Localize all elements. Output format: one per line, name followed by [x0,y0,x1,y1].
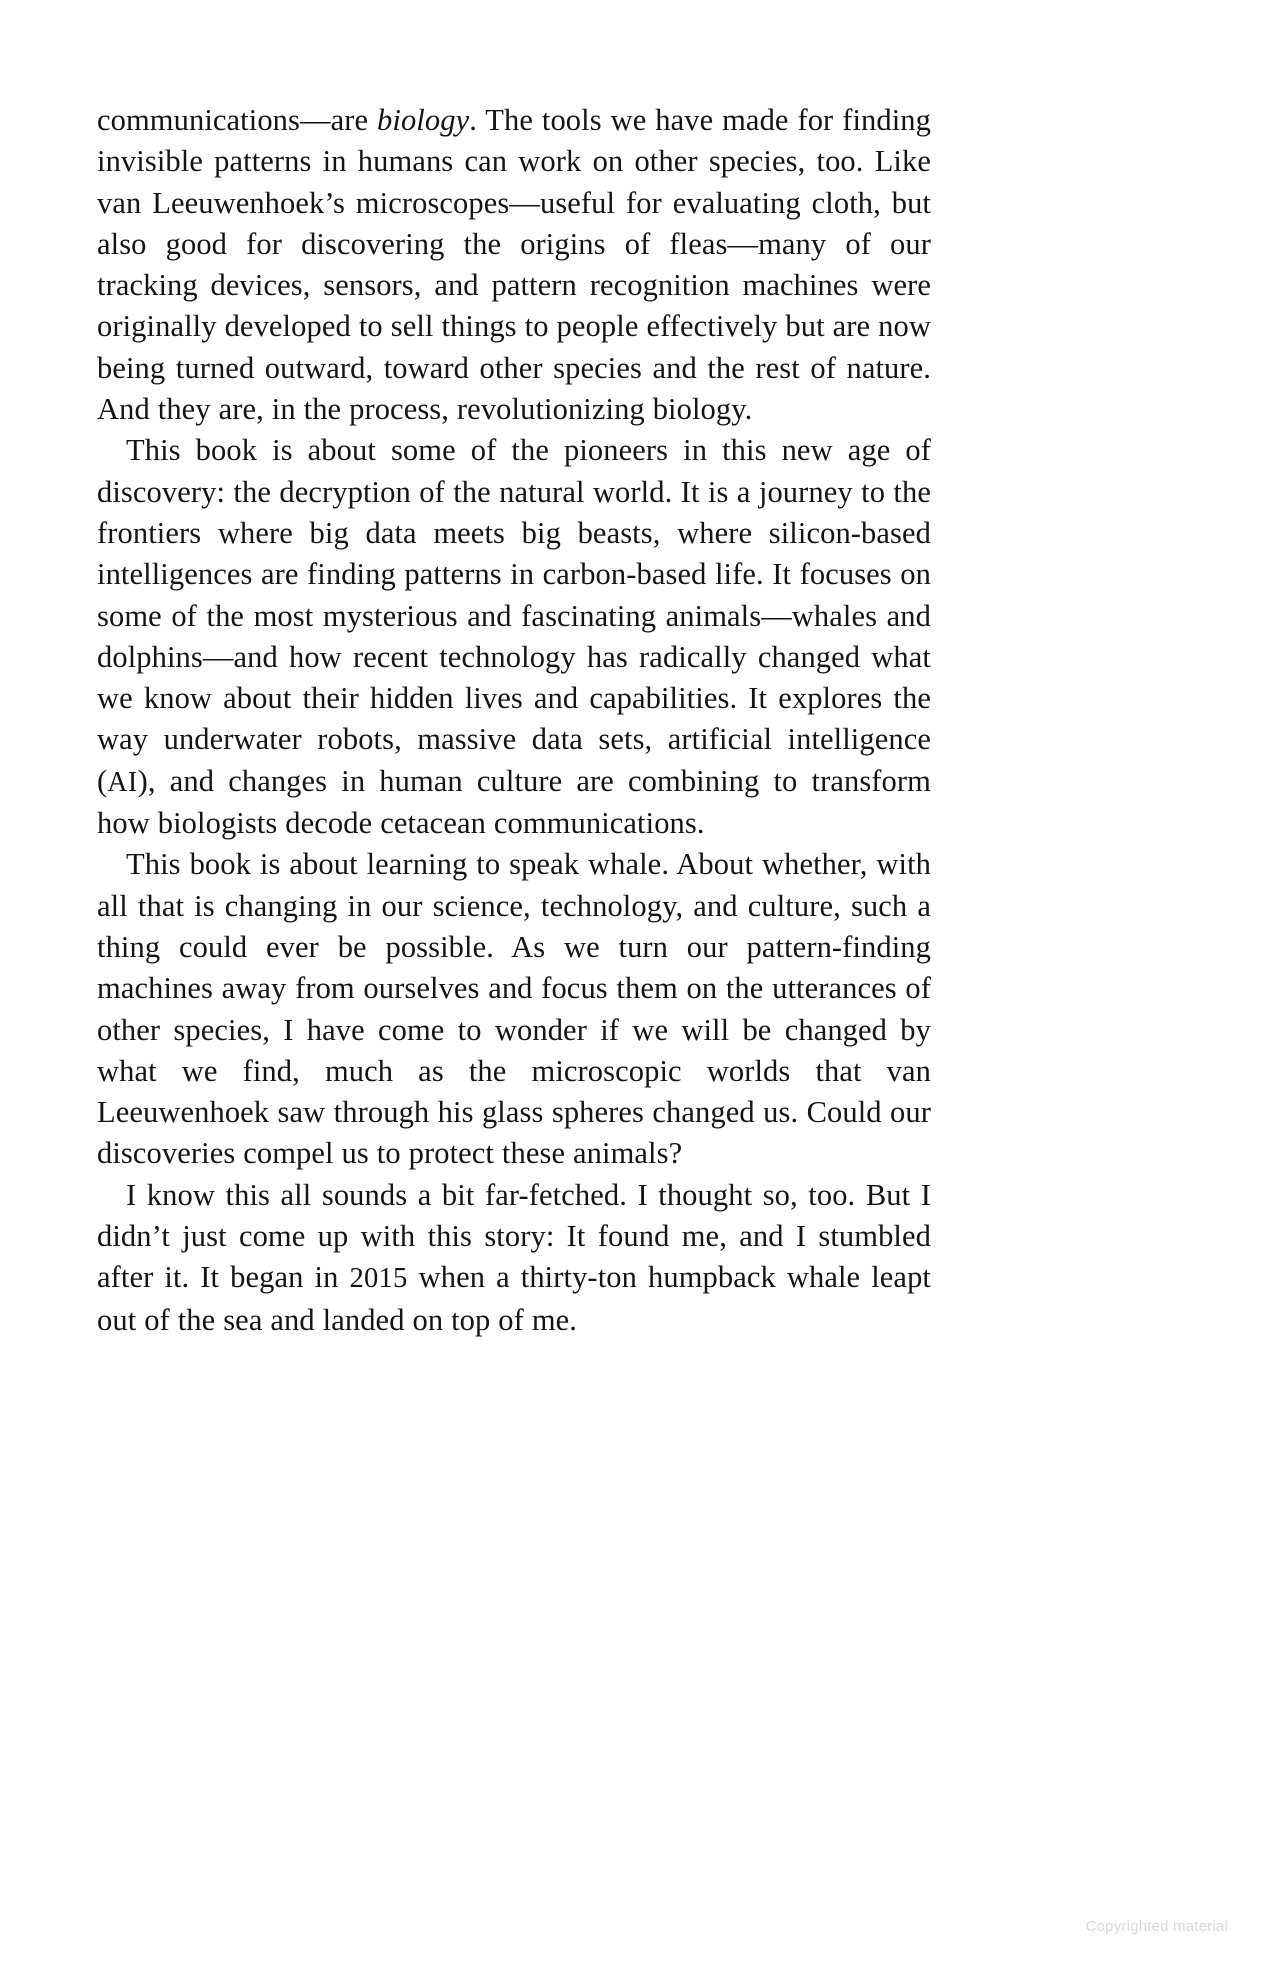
paragraph [97,1175,931,1341]
oldstyle-figure: 2015 [349,1262,408,1295]
text-run: This book is about some of the pioneers in this new age of discovery: the decryption of the natural world. It is a journey to the frontiers where big data meets big beasts, where silicon-based intelligences are finding patterns in carbon-based life. It focuses on some of the most mysterious and fascinating animals—whales and dolphins—and how recent technology has radically changed what we know about their hidden lives and capabilities. It explores the way underwater robots, massive data sets, artificial intelligence ( [97,433,931,798]
small-caps-abbreviation: AI [107,766,138,798]
paragraph [97,100,931,430]
text-run: . The tools we have made for finding invisible patterns in humans can work on other species, too. Like van Leeuwenhoek’s microscopes—useful for evaluating cloth, but also good for discovering the origins of fleas—many of our tracking devices, sensors, and pattern recognition machines were originally developed to sell things to people effectively but are now being turned outward, toward other species and the rest of nature. And they are, in the process, revolutionizing biology. [97,103,931,427]
italic-term: biology [377,103,470,137]
page-text-block [97,100,931,1341]
text-run: I know this all sounds a bit far-fetched. I thought so, too. But I didn’t just come up with this story: It found me, and I stumbled after it. It began in [97,1177,931,1295]
text-run: ), and changes in human culture are combining to transform how biologists decode cetacean communications. [97,763,931,841]
paragraph [97,844,931,1174]
text-run: communications—are [97,103,378,137]
text-run: when a thirty-ton humpback whale leapt out of the sea and landed on top of me. [97,1260,931,1337]
copyright-watermark: Copyrighted material [1085,1918,1228,1935]
text-run: This book is about learning to speak whale. About whether, with all that is changing in our science, technology, and culture, such a thing could ever be possible. As we turn our pattern-finding machines away from ourselves and focus them on the utterances of other species, I have come to wonder if we will be changed by what we find, much as the microscopic worlds that van Leeuwenhoek saw through his glass spheres changed us. Could our discoveries compel us to protect these animals? [97,847,931,1171]
paragraph [97,430,931,844]
